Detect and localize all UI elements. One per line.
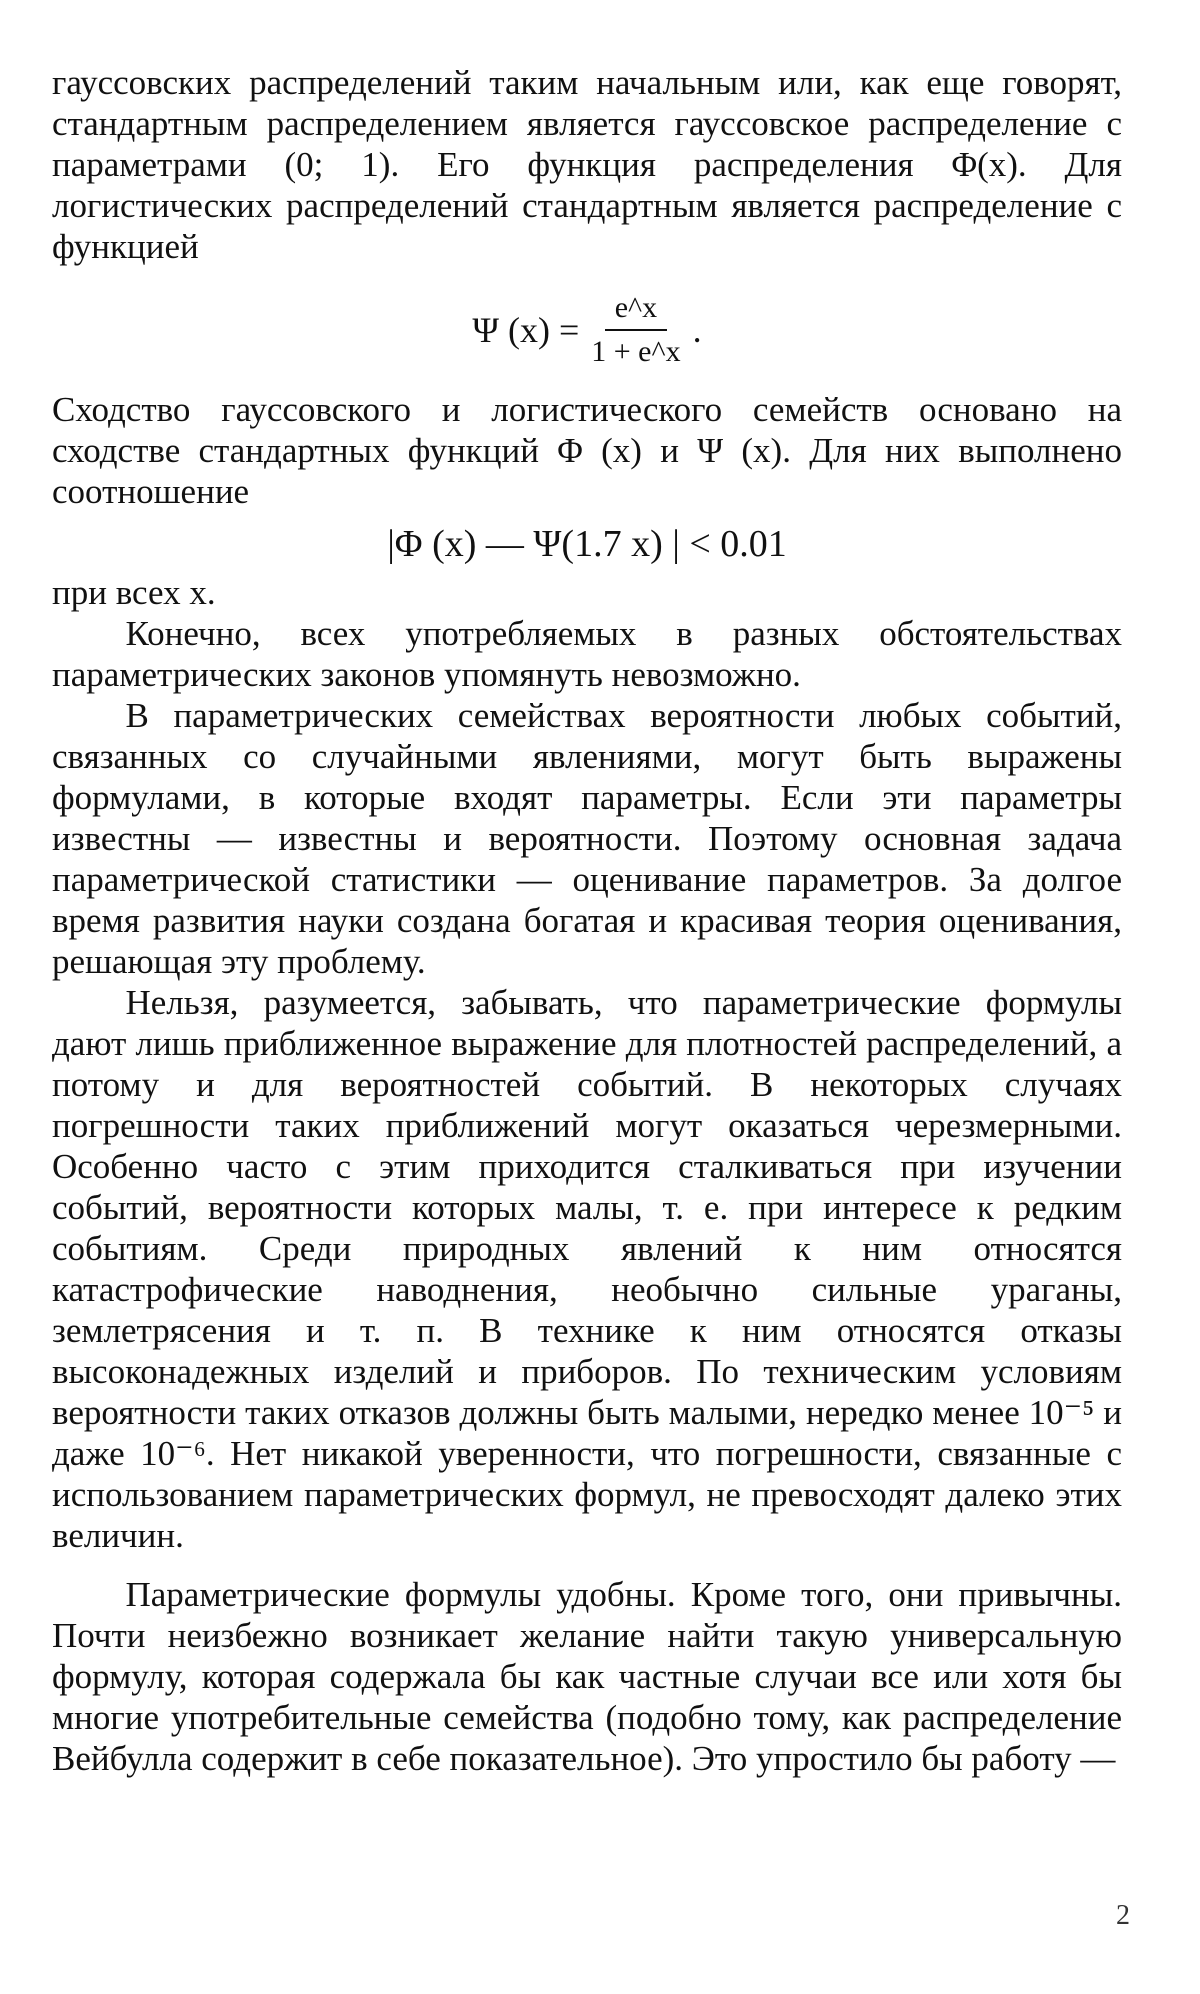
paragraph-parametric-families: В параметрических семействах вероятности любых событий, связанных со случайными явлениями, могут быть выражены формулами, в которые входят параметры. Если эти параметры известны — известны и вероятности. Поэтому основная задача параметрической статистики — оценивание параметров. За долгое время развития науки создана богатая и красивая теория оценивания, решающая эту проблему. [52,696,1122,981]
formula-logistic [52,291,1122,369]
paragraph-approximation: Нельзя, разумеется, забывать, что параметрические формулы дают лишь приближенное выражение для плотностей распределений, а потому и для вероятностей событий. В некоторых случаях погрешности таких приближений могут оказаться черезмерными. Особенно часто с этим приходится сталкиваться при изучении событий, вероятности которых малы, т. е. при интересе к редким событиям. Среди природных явлений к ним относятся катастрофические наводнения, необычно сильные ураганы, землетрясения и т. п. В технике к ним относятся отказы высоконадежных изделий и приборов. По техническим условиям вероятности таких отказов должны быть малыми, нередко менее 10⁻⁵ и даже 10⁻⁶. Нет никакой уверенности, что погрешности, связанные с использованием параметрических формул, не превосходят далеко этих величин. [52,983,1122,1555]
formula-inline [472,291,701,369]
formula-numerator: e^x [605,291,667,331]
formula-inequality: |Φ (x) — Ψ(1.7 x) | < 0.01 [387,523,787,565]
formula-tail: . [692,310,702,350]
paragraph-formulas-convenient: Параметрические формулы удобны. Кроме того, они привычны. Почти неизбежно возникает желание найти такую универсальную формулу, которая содержала бы как частные случаи все или хотя бы многие употребительные семейства (подобно тому, как распределение Вейбулла содержит в себе показательное). Это упростило бы работу — [52,1575,1122,1778]
paragraph-for-all-x: при всех x. [52,573,216,612]
formula-denominator: 1 + e^x [591,335,681,368]
formula-fraction [591,291,680,369]
page-number: 2 [1116,1900,1130,1931]
formula-lhs: Ψ (x) = [472,310,580,350]
paragraph-intro: гауссовских распределений таким начальным или, как еще говорят, стандартным распределением является гауссовское распределение с параметрами (0; 1). Его функция распределения Φ(x). Для логистических распределений стандартным является распределение с функцией [52,63,1122,266]
paragraph-laws: Конечно, всех употребляемых в разных обстоятельствах параметрических законов упомянуть невозможно. [52,614,1122,694]
document-page [52,62,1122,1779]
paragraph-similarity: Сходство гауссовского и логистического семейств основано на сходстве стандартных функций Φ (x) и Ψ (x). Для них выполнено соотношение [52,390,1122,511]
